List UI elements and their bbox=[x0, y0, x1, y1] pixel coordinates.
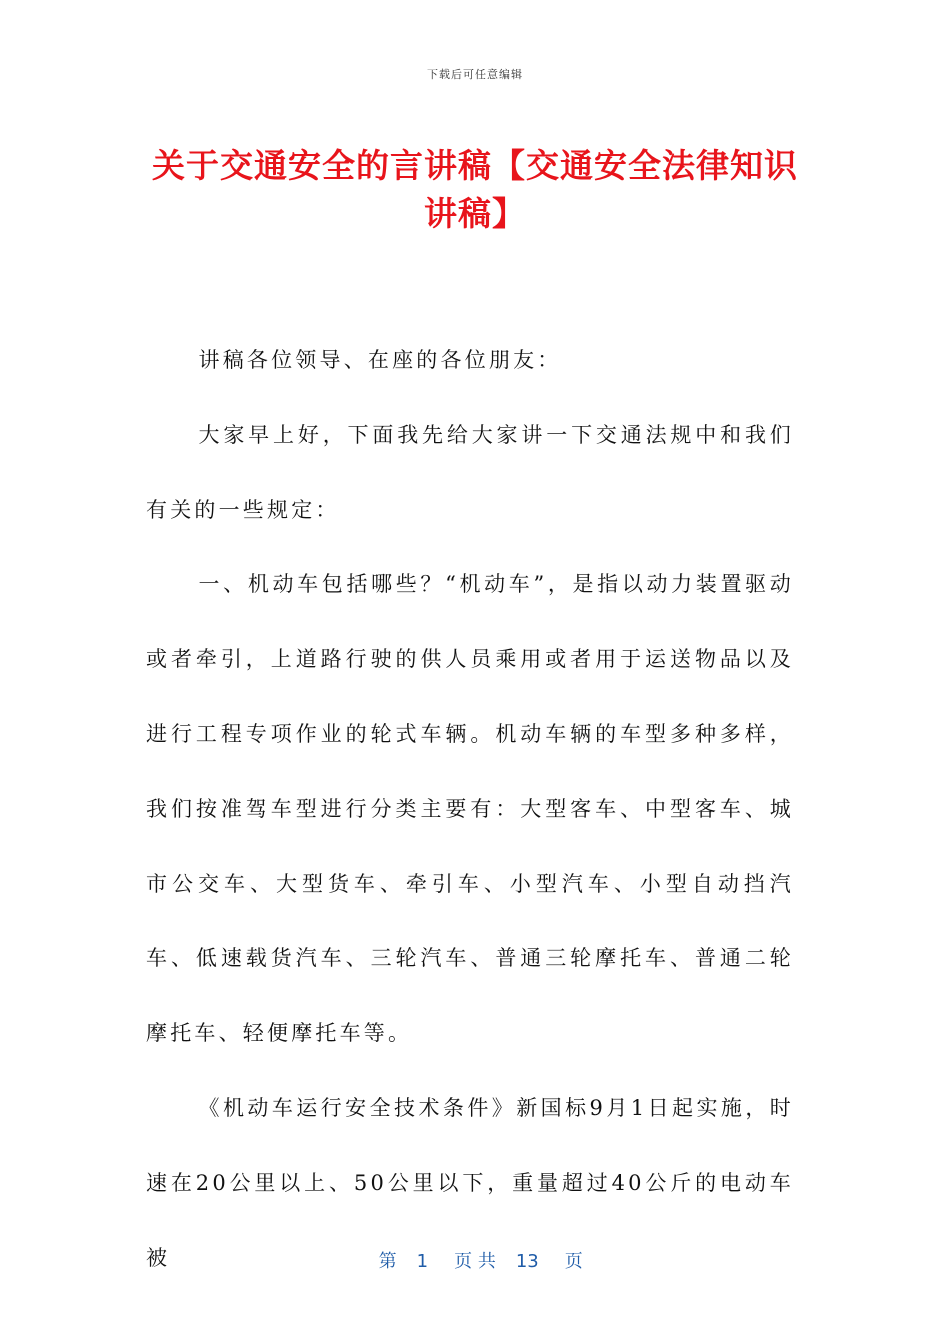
paragraph-intro: 大家早上好，下面我先给大家讲一下交通法规中和我们有关的一些规定： bbox=[146, 422, 794, 522]
footer-page-mid: 页 共 bbox=[454, 1251, 496, 1272]
footer-page-number: 1 bbox=[416, 1251, 429, 1272]
document-title: 关于交通安全的言讲稿【交通安全法律知识讲稿】 bbox=[152, 146, 798, 233]
header-note: 下载后可任意编辑 bbox=[427, 68, 523, 81]
footer-page-suffix: 页 bbox=[564, 1251, 583, 1272]
paragraph-national-standard: 《机动车运行安全技术条件》新国标9月1日起实施，时速在20公里以上、50公里以下，重量超过40公斤的电动车被 bbox=[146, 1095, 794, 1270]
document-body bbox=[146, 323, 794, 1295]
page-footer bbox=[0, 1226, 950, 1273]
footer-page-prefix: 第 bbox=[378, 1251, 397, 1272]
paragraph-motor-vehicles: 一、机动车包括哪些？“机动车”，是指以动力装置驱动或者牵引，上道路行驶的供人员乘用或者用于运送物品以及进行工程专项作业的轮式车辆。机动车辆的车型多种多样，我们按准驾车型进行分类主要有：大型客车、中型客车、城市公交车、大型货车、牵引车、小型汽车、小型自动挡汽车、低速载货汽车、三轮汽车、普通三轮摩托车、普通二轮摩托车、轻便摩托车等。 bbox=[146, 572, 794, 1046]
paragraph-greeting: 讲稿各位领导、在座的各位朋友： bbox=[198, 348, 562, 372]
footer-total-pages: 13 bbox=[515, 1251, 539, 1272]
